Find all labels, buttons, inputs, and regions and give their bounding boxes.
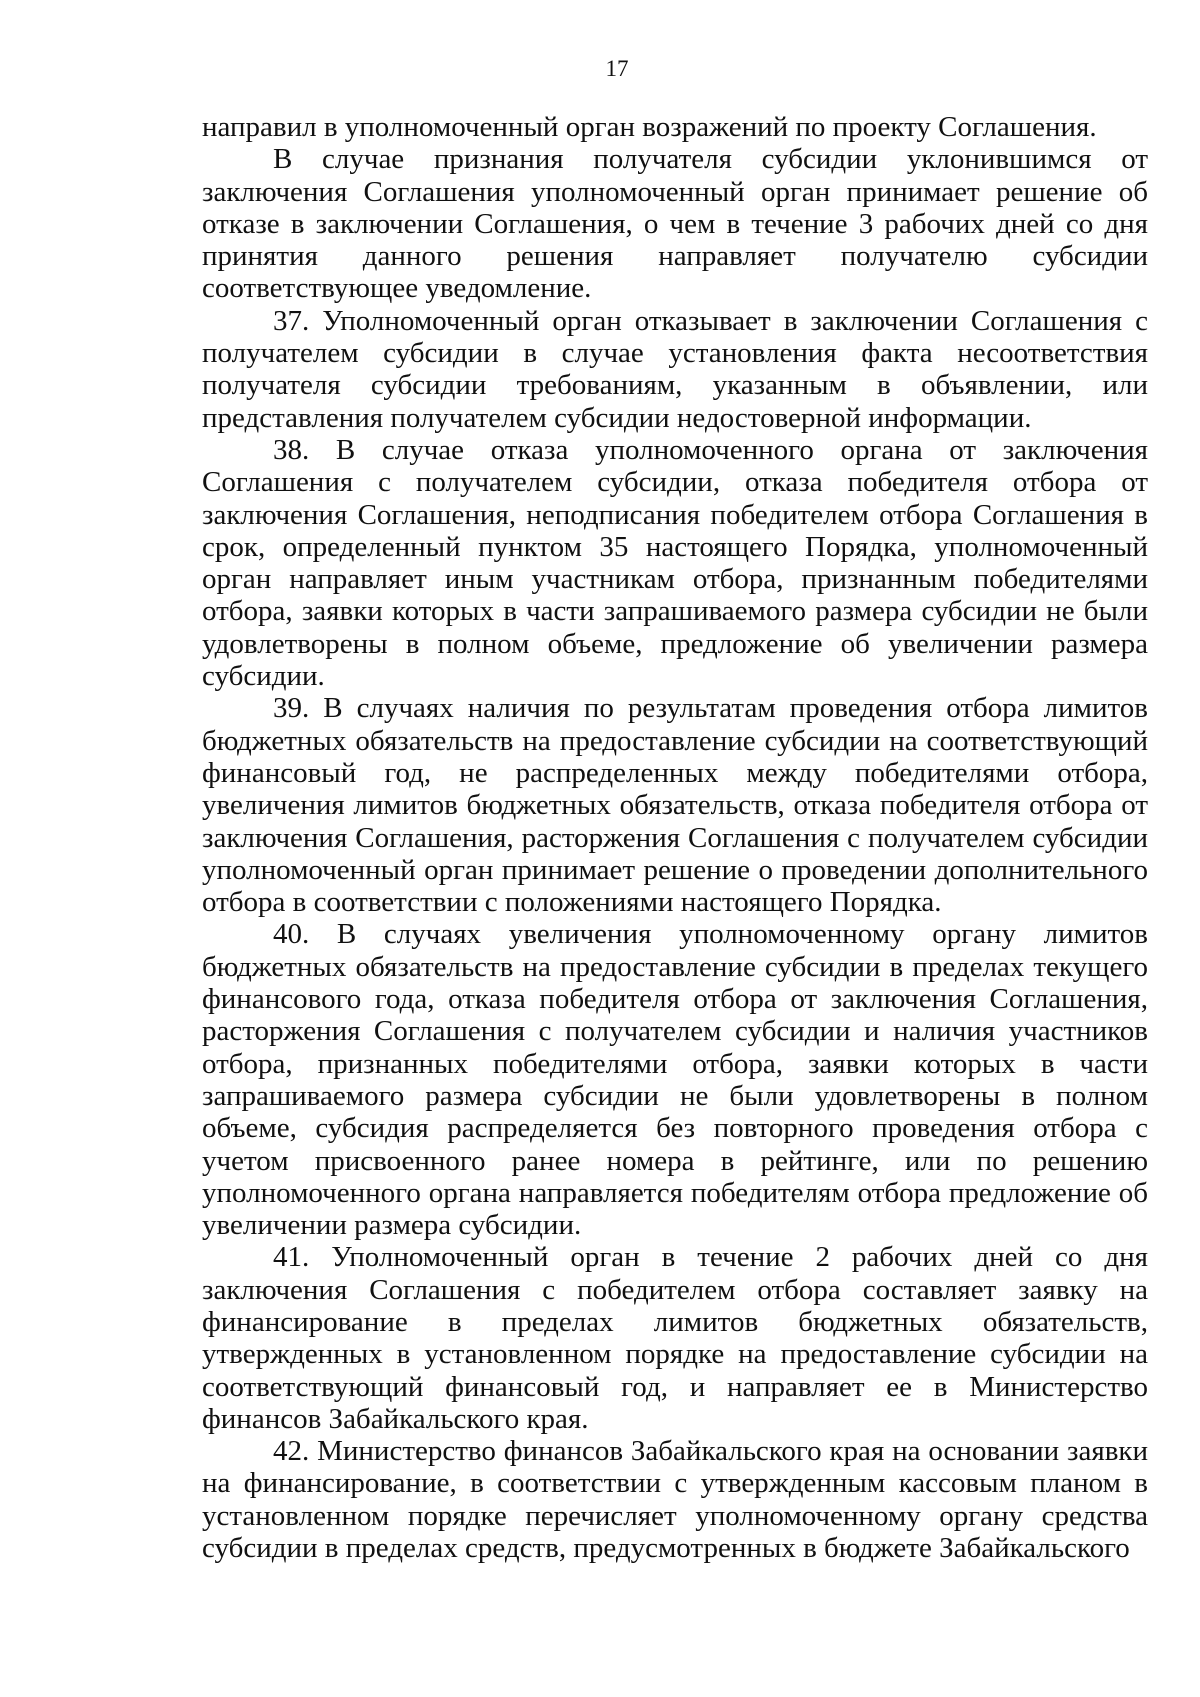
document-body [202,111,1148,1564]
paragraph-item-37: 37. Уполномоченный орган отказывает в заключении Соглашения с получателем субсидии в случае установления факта несоответствия получателя субсидии требованиям, указанным в объявлении, или представления получателем субсидии недостоверной информации. [202,304,1148,434]
paragraph: В случае признания получателя субсидии уклонившимся от заключения Соглашения уполномоченный орган принимает решение об отказе в заключении Соглашения, о чем в течение 3 рабочих дней со дня принятия данного решения направляет получателю субсидии соответствующее уведомление. [202,143,1148,305]
paragraph: направил в уполномоченный орган возражений по проекту Соглашения. [202,111,1097,143]
paragraph-item-38: 38. В случае отказа уполномоченного органа от заключения Соглашения с получателем субсидии, отказа победителя отбора от заключения Соглашения, неподписания победителем отбора Соглашения в срок, определенный пунктом 35 настоящего Порядка, уполномоченный орган направляет иным участникам отбора, признанным победителями отбора, заявки которых в части запрашиваемого размера субсидии не были удовлетворены в полном объеме, предложение об увеличении размера субсидии. [202,433,1148,693]
paragraph-item-41: 41. Уполномоченный орган в течение 2 рабочих дней со дня заключения Соглашения с победителем отбора составляет заявку на финансирование в пределах лимитов бюджетных обязательств, утвержденных в установленном порядке на предоставление субсидии на соответствующий финансовый год, и направляет ее в Министерство финансов Забайкальского края. [202,1241,1148,1435]
paragraph-item-39: 39. В случаях наличия по результатам проведения отбора лимитов бюджетных обязательств на предоставление субсидии на соответствующий финансовый год, не распределенных между победителями отбора, увеличения лимитов бюджетных обязательств, отказа победителя отбора от заключения Соглашения, расторжения Соглашения с получателем субсидии уполномоченный орган принимает решение о проведении дополнительного отбора в соответствии с положениями настоящего Порядка. [202,692,1148,919]
paragraph-item-42: 42. Министерство финансов Забайкальского края на основании заявки на финансирование, в соответствии с утвержденным кассовым планом в установленном порядке перечисляет уполномоченному органу средства субсидии в пределах средств, предусмотренных в бюджете Забайкальского [202,1435,1148,1565]
paragraph-item-40: 40. В случаях увеличения уполномоченному органу лимитов бюджетных обязательств на предоставление субсидии в пределах текущего финансового года, отказа победителя отбора от заключения Соглашения, расторжения Соглашения с получателем субсидии и наличия участников отбора, признанных победителями отбора, заявки которых в части запрашиваемого размера субсидии не были удовлетворены в полном объеме, субсидия распределяется без повторного проведения отбора с учетом присвоенного ранее номера в рейтинге, или по решению уполномоченного органа направляется победителям отбора предложение об увеличении размера субсидии. [202,918,1148,1242]
page-number: 17 [605,56,629,81]
